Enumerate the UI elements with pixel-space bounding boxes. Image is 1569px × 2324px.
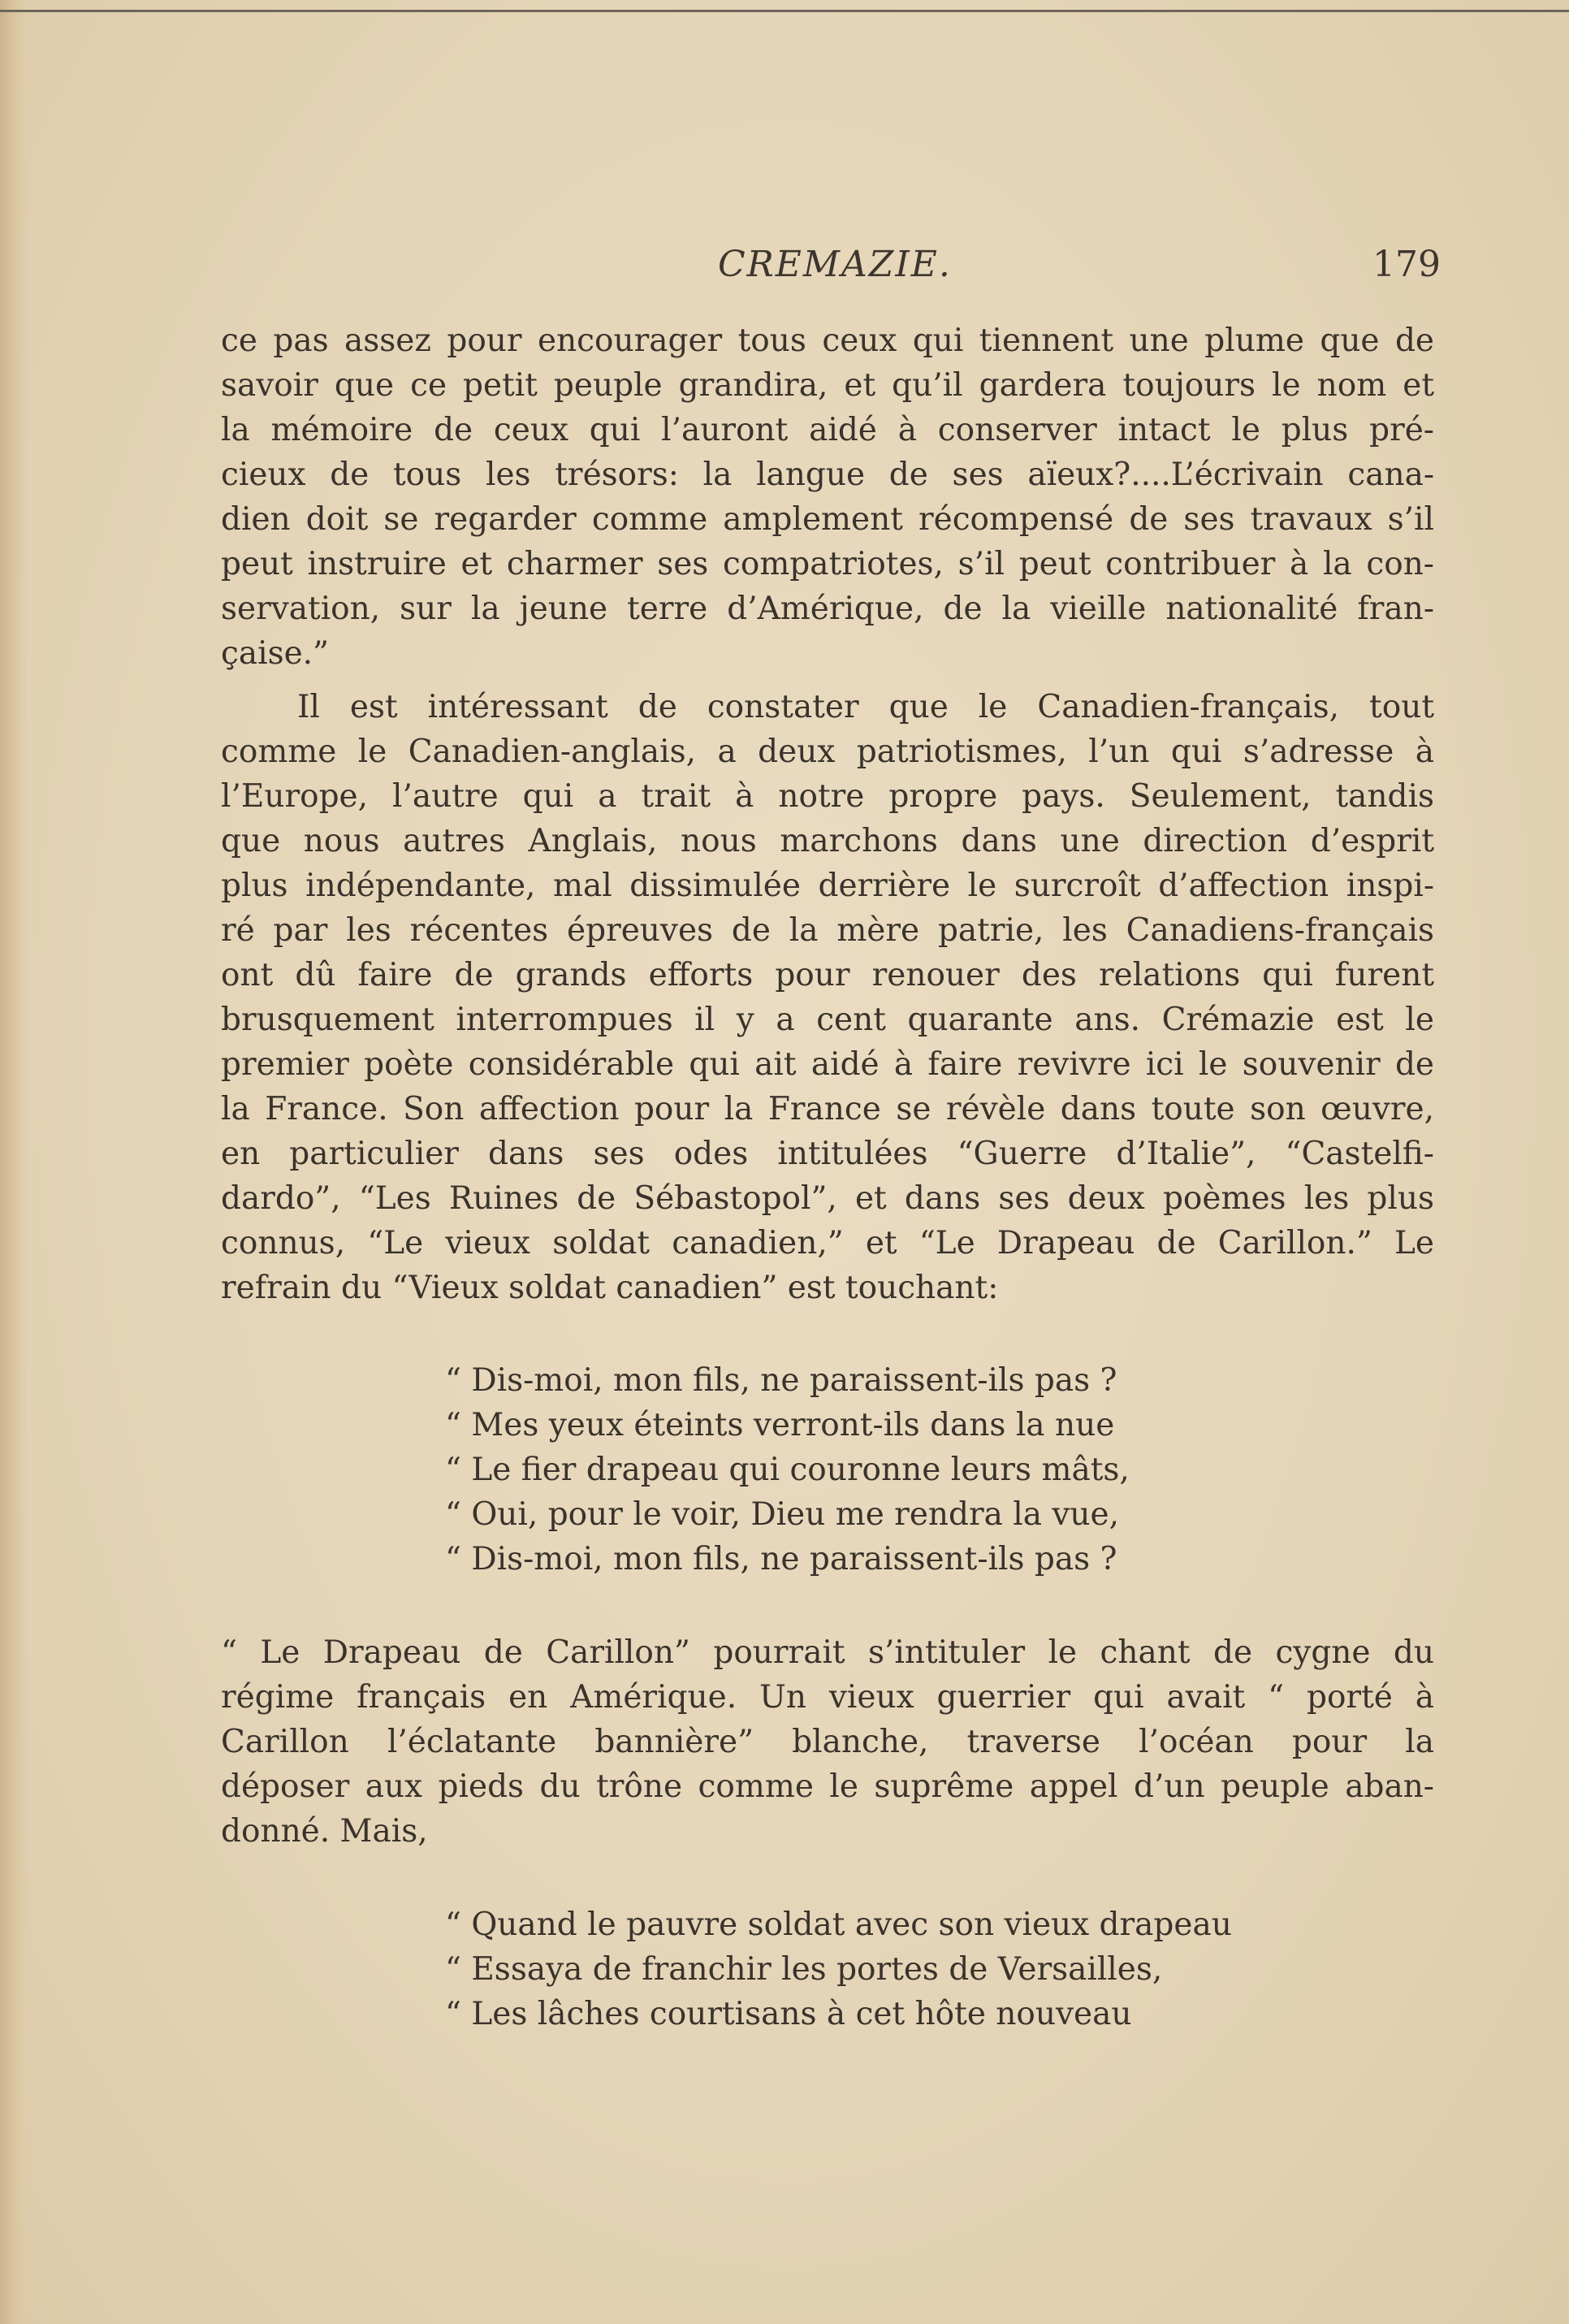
verse-line: “ Mes yeux éteints verront-ils dans la nue bbox=[445, 1407, 1115, 1443]
verse-line: “ Essaya de franchir les portes de Versailles, bbox=[445, 1951, 1163, 1988]
text-line: refrain du “Vieux soldat canadien” est touchant: bbox=[221, 1270, 999, 1306]
text-line: l’Europe, l’autre qui a trait à notre propre pays. Seulement, tandis bbox=[221, 778, 1434, 815]
text-line: régime français en Amérique. Un vieux guerrier qui avait “ porté à bbox=[221, 1679, 1434, 1716]
text-line: cieux de tous les trésors: la langue de ses aïeux?....L’écrivain cana- bbox=[221, 457, 1434, 493]
text-line: dardo”, “Les Ruines de Sébastopol”, et dans ses deux poèmes les plus bbox=[221, 1180, 1434, 1217]
running-title: CREMAZIE. bbox=[718, 244, 952, 285]
text-line: premier poète considérable qui ait aidé à faire revivre ici le souvenir de bbox=[221, 1046, 1434, 1083]
verse-line: “ Le fier drapeau qui couronne leurs mâts, bbox=[445, 1452, 1130, 1488]
text-line: en particulier dans ses odes intitulées “Guerre d’Italie”, “Castelfi- bbox=[221, 1136, 1434, 1172]
verse-line: “ Dis-moi, mon fils, ne paraissent-ils pas ? bbox=[445, 1541, 1117, 1577]
text-line: que nous autres Anglais, nous marchons dans une direction d’esprit bbox=[221, 823, 1434, 859]
top-edge-rule bbox=[0, 0, 1569, 12]
verse-line: “ Les lâches courtisans à cet hôte nouveau bbox=[445, 1996, 1132, 2032]
verse-line: “ Dis-moi, mon fils, ne paraissent-ils pas ? bbox=[445, 1362, 1117, 1399]
text-line: savoir que ce petit peuple grandira, et qu’il gardera toujours le nom et bbox=[221, 367, 1434, 404]
text-line: donné. Mais, bbox=[221, 1813, 428, 1850]
text-line: servation, sur la jeune terre d’Amérique, de la vieille nationalité fran- bbox=[221, 591, 1434, 627]
text-line: peut instruire et charmer ses compatriotes, s’il peut contribuer à la con- bbox=[221, 546, 1434, 582]
page-number: 179 bbox=[1372, 244, 1441, 285]
running-head bbox=[0, 244, 1569, 292]
text-line: ce pas assez pour encourager tous ceux qui tiennent une plume que de bbox=[221, 322, 1434, 359]
text-line: brusquement interrompues il y a cent quarante ans. Crémazie est le bbox=[221, 1002, 1434, 1038]
text-line: ont dû faire de grands efforts pour renouer des relations qui furent bbox=[221, 957, 1434, 993]
text-line: ré par les récentes épreuves de la mère patrie, les Canadiens-français bbox=[221, 912, 1434, 949]
verse-line: “ Quand le pauvre soldat avec son vieux drapeau bbox=[445, 1906, 1232, 1943]
text-line: connus, “Le vieux soldat canadien,” et “Le Drapeau de Carillon.” Le bbox=[221, 1225, 1434, 1262]
text-line: plus indépendante, mal dissimulée derrière le surcroît d’affection inspi- bbox=[221, 868, 1434, 904]
text-line: déposer aux pieds du trône comme le suprême appel d’un peuple aban- bbox=[221, 1768, 1434, 1805]
text-line: çaise.” bbox=[221, 635, 329, 672]
verse-line: “ Oui, pour le voir, Dieu me rendra la vue, bbox=[445, 1496, 1120, 1533]
text-line: comme le Canadien-anglais, a deux patriotismes, l’un qui s’adresse à bbox=[221, 734, 1434, 770]
page-binding-edge bbox=[0, 0, 28, 2324]
text-line: Il est intéressant de constater que le Canadien-français, tout bbox=[297, 689, 1434, 725]
text-line: Carillon l’éclatante bannière” blanche, traverse l’océan pour la bbox=[221, 1724, 1434, 1760]
text-line: “ Le Drapeau de Carillon” pourrait s’intituler le chant de cygne du bbox=[221, 1634, 1434, 1671]
text-line: dien doit se regarder comme amplement récompensé de ses travaux s’il bbox=[221, 501, 1434, 538]
text-line: la mémoire de ceux qui l’auront aidé à conserver intact le plus pré- bbox=[221, 412, 1434, 448]
text-line: la France. Son affection pour la France se révèle dans toute son œuvre, bbox=[221, 1091, 1434, 1127]
